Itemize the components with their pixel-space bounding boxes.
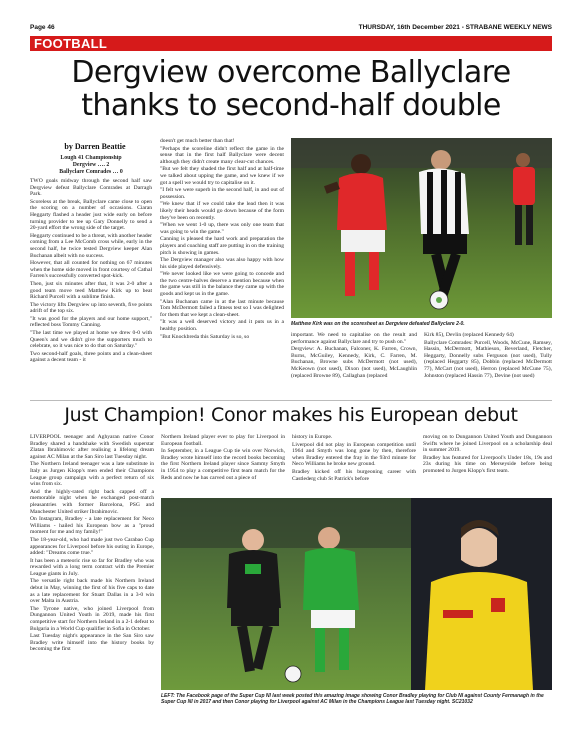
paragraph: "But Knockbreda this Saturday is so, so — [160, 333, 250, 340]
paragraph: Bradley kicked off his burgeoning career with Castlederg club St Patrick's before — [292, 468, 416, 482]
paragraph: "But we felt they shaded the first half and at half-time we talked about upping the game, and we knew if we got a spell we would try to capitalise on it. — [160, 166, 284, 186]
paragraph: "When we went 1-0 up, there was only one team that was going to win the game." — [160, 222, 284, 235]
headline-line-1: Dergview overcome Ballyclare — [71, 55, 511, 90]
article2-column-2 — [161, 434, 285, 494]
match-photo-illustration — [291, 138, 552, 318]
article2-column-3 — [292, 434, 416, 494]
section-label: FOOTBALL — [34, 36, 108, 51]
section-bar — [30, 36, 552, 51]
paragraph: "Alan Buchanan came in at the last minute because Tom McDermott failed a fitness test so I was delighted for them that we kept a clean-sheet. — [160, 298, 284, 318]
paragraph: On Instagram, Bradley - a late replacement for Neco Williams - hailed his European bow as a "proud moment for me and my family!" — [30, 516, 154, 536]
issue-info: THURSDAY, 16th December 2021 - STRABANE WEEKLY NEWS — [358, 24, 552, 31]
paragraph: Bradley has featured for Liverpool's Under 18s, 19s and 23s during his time on Merseyside before being promoted to Jurgen Klopp's first team. — [423, 454, 552, 474]
paragraph: Two second-half goals, three points and a clean-sheet against a decent team - it — [30, 350, 152, 364]
paragraph: Heggarty continued to be a threat, with another header coming from a Lee McComb cross while, early in the second half, he twice tested Dergview keeper Alan Buchanan albeit with no success. — [30, 232, 152, 259]
paragraph: "We never looked like we were going to concede and the two centre-halves deserve a mention because when the game was still in the balance they came up with the goods and kept us in the game. — [160, 271, 284, 298]
paragraph: Then, just six minutes after that, it was 2-0 after a good team move teed Matthew Kirk up to beat Richard Purcell with a sublime finish. — [30, 280, 152, 301]
paragraph: Kirk 85), Devlin (replaced Kennedy 64) — [424, 332, 514, 338]
paragraph: "The last time we played at home we drew 0-0 with Queen's and we didn't give the supporters much to celebrate, so it was nice to do that on Saturday." — [30, 330, 152, 350]
article1-column-4 — [424, 332, 552, 398]
football — [285, 666, 301, 682]
paragraph: The victory lifts Dergview up into seventh, five points adrift of the top six. — [30, 301, 152, 315]
paragraph: Northern Ireland player ever to play for Liverpool in European football. — [161, 434, 285, 447]
divider — [30, 400, 552, 401]
photo-caption-dergview: Matthew Kirk was on the scoresheet as Dergview defeated Ballyclare 2-0. — [291, 321, 465, 327]
paragraph: "Perhaps the scoreline didn't reflect the game in the sense that in the first half Ballyclare were decent although they didn't create many clear-cut chances. — [160, 145, 284, 165]
paragraph: Canning is pleased the hard work and preparation the players and coaching staff are putting in on the training pitch is showing in games. — [160, 236, 284, 256]
paragraph: "It was good for the players and our home support," reflected boss Tommy Canning. — [30, 315, 152, 329]
result-competition: Lough 41 Championship — [60, 155, 122, 161]
result-home: Dergview …. 2 — [72, 162, 110, 168]
headline-dergview — [30, 56, 552, 122]
paragraph: And the highly-rated right back capped off a memorable night when he exchanged post-match pleasantries with former Barcelona, PSG and Manchester United striker Ibrahimovic. — [30, 488, 154, 515]
conor-photo-illustration — [161, 498, 552, 690]
byline: by Darren Beattie — [64, 142, 126, 151]
paragraph: Ballyclare Comrades: Purcell, Woods, McCune, Ramsey, Hassin, McDermott, Mathieson, Beverland, Fletcher, Heggarty, Donnelly subs Ferguson (not used), Tully (replaced Heggarty 85), Dobbin (replaced McDermott 77), McCart (not used), Herron (replaced McCune 75), Johnston (replaced Hassin 77), Devine (not used) — [424, 339, 552, 379]
paragraph: Liverpool did not play in European competition until 1964 and Smyth was long gone by then, therefore when Bradley entered the fray in the 93rd minute for Neco Williams he broke new ground. — [292, 441, 416, 468]
paragraph: Last Tuesday night's appearance in the San Siro saw Bradley write himself into the history books by becoming the first — [30, 633, 154, 653]
paragraph: doesn't get much better than that! — [160, 138, 235, 144]
headline-line-2: thanks to second-half double — [81, 88, 501, 123]
paragraph: However, that all counted for nothing on 67 minutes when the home side moved in front courtesy of Cathal Farren's successfully converted spot-kick. — [30, 260, 152, 280]
article2-column-4 — [423, 434, 552, 494]
article2-column-1 — [30, 434, 154, 730]
headline-conor: Just Champion! Conor makes his European debut — [64, 404, 518, 426]
paragraph: The 18-year-old, who had made just two Carabao Cup appearances for Liverpool before his outing in Europe, added: "Dreams come true." — [30, 536, 154, 557]
paragraph: Scoreless at the break, Ballyclare came close to open the scoring on a number of occasions. Ciaran Heggarty flashed a header just wide early on before turning provider to tee up Gary Donnelly to send a 20-yard effort the wrong side of the target. — [30, 198, 152, 232]
article1-column-3 — [291, 332, 417, 398]
paragraph: history in Europe. — [292, 434, 333, 440]
paragraph: It has been a meteoric rise so far for Bradley who was rewarded with a long term contract with the Premier League giants in July. — [30, 557, 154, 577]
paragraph: important. We need to capitalise on the result and performance against Ballyclare and try to push on." — [291, 332, 417, 345]
paragraph: "It was a well deserved victory and it puts us in a healthy position. — [160, 319, 284, 333]
paragraph: In September, in a League Cup tie win over Norwich, Bradley wrote himself into the record books becoming the first Northern Ireland player since Sammy Smyth in 1954 to play a competitive first team match for the Reds and now he has carved out a piece of — [161, 448, 285, 481]
article1-column-2 — [160, 138, 284, 398]
paragraph: moving on to Dungannon United Youth and Dungannon Swifts where he joined Liverpool on a scholarship deal in summer 2019. — [423, 434, 552, 454]
paragraph: "I felt we were superb in the second half, in and out of possession. — [160, 187, 284, 200]
paragraph: "We knew that if we could take the lead then it was likely their heads would go down because of the form they've been on recently. — [160, 201, 284, 221]
paragraph: The Dergview manager also was also happy with how his side played defensively. — [160, 257, 284, 270]
result-away: Ballyclare Comrades … 0 — [59, 169, 123, 175]
paragraph: The Tyrone native, who joined Liverpool from Dungannon United Youth in 2019, made his first competitive start for Northern Ireland in a 2-1 defeat to Bulgaria in a World Cup qualifier in Sofia in October. — [30, 605, 154, 632]
photo-caption-conor: LEFT: The Facebook page of the Super Cup NI last week posted this amazing image showing Conor Bradley playing for Club NI against County Fermanagh in the Super Cup NI in 2017 and then Conor playing for Liverpool against AC Milan in the Champions League last Tuesday night. SC21032 — [161, 693, 544, 705]
match-photo-dergview — [291, 138, 552, 318]
paragraph: Dergview: A. Buchanan, Falconer, K. Farren, Crown, Burns, McGuiley, Kennedy, Kirk, C. Farren, M. Buchanan, Browne subs McDermott (not used), McKeown (not used), Dixon (not used), McLaughlin (replaced Browne 89), Callaghan (replaced — [291, 346, 417, 379]
paragraph: The Northern Ireland teenager was a late substitute in Italy as Jurgen Klopp's men ended their Champions League group campaign with a perfect return of six wins from six. — [30, 461, 154, 488]
paragraph: LIVERPOOL teenager and Aghyaran native Conor Bradley shared a handshake with Swedish superstar Zlatan Ibrahimovic after realising a lifelong dream against AC Milan at the San Siro last Tuesday night. — [30, 434, 154, 460]
page-header — [30, 24, 552, 31]
page-number: Page 46 — [30, 24, 55, 31]
paragraph: TWO goals midway through the second half saw Dergview defeat Ballyclare Comrades at Darragh Park. — [30, 178, 152, 198]
paragraph: The versatile right back made his Northern Ireland debut in May, winning the first of his five caps to date as a late replacement for Stuart Dallas in a 3-0 win over Malta in Austria. — [30, 578, 154, 605]
conor-bradley-photo — [161, 498, 552, 690]
article1-column-1 — [30, 155, 152, 398]
